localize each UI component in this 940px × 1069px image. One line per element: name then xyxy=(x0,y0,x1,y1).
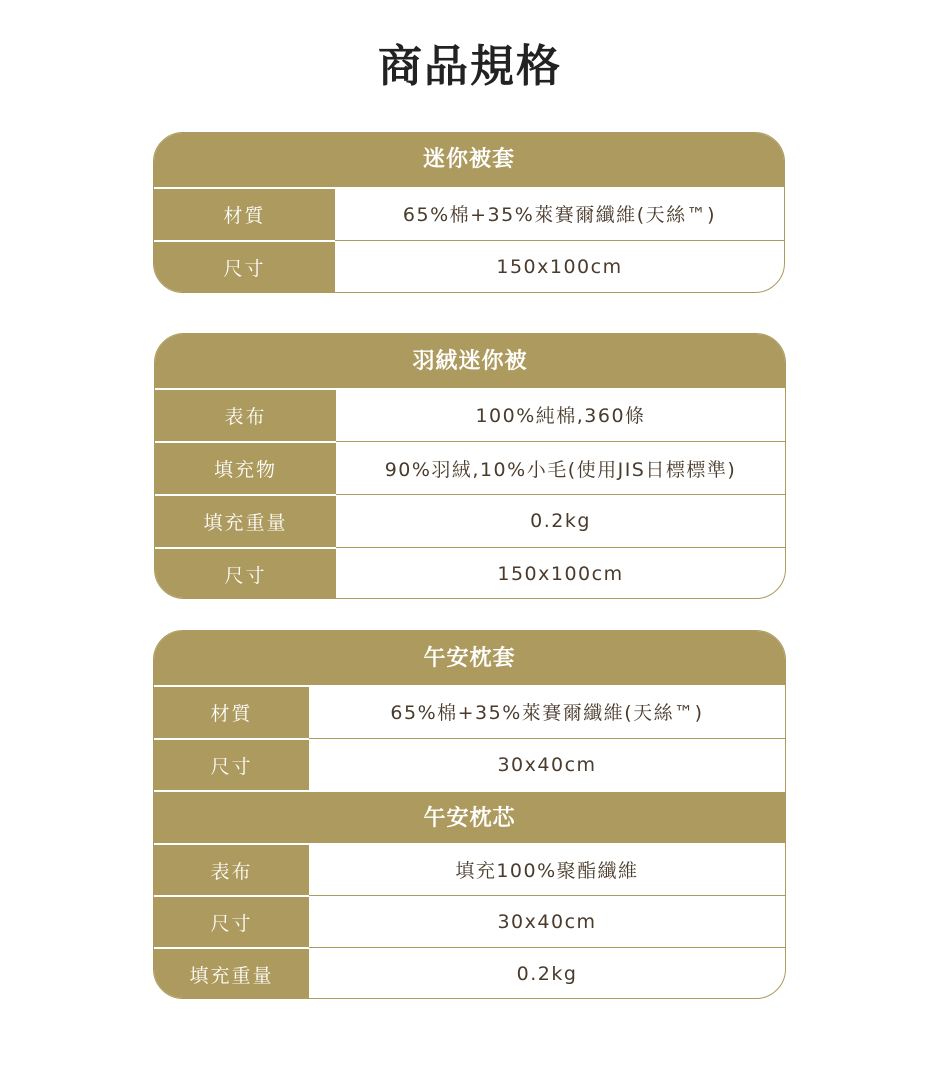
table-row xyxy=(155,441,785,494)
table-row xyxy=(155,388,785,441)
spec-table-mini-duvet-cover xyxy=(153,132,785,293)
row-label: 填充物 xyxy=(155,441,336,494)
table-subtitle: 午安枕芯 xyxy=(154,790,785,843)
row-value: 90%羽絨,10%小毛(使用JIS日標標準) xyxy=(336,441,785,494)
table-row xyxy=(154,947,785,999)
row-value: 65%棉+35%萊賽爾纖維(天絲™) xyxy=(390,702,704,724)
row-label: 材質 xyxy=(154,187,335,240)
row-label: 表布 xyxy=(155,388,336,441)
row-label: 填充重量 xyxy=(154,947,309,999)
row-label: 尺寸 xyxy=(154,738,309,790)
spec-table-mini-down-duvet xyxy=(154,333,786,599)
row-value: 150x100cm xyxy=(336,547,785,599)
row-label: 表布 xyxy=(154,843,309,895)
row-value: 填充100%聚酯纖維 xyxy=(455,859,639,882)
row-value: 150x100cm xyxy=(335,240,784,293)
row-label: 尺寸 xyxy=(154,895,309,947)
table-row xyxy=(155,494,785,547)
row-label: 填充重量 xyxy=(155,494,336,547)
table-row xyxy=(154,685,785,738)
row-label: 尺寸 xyxy=(155,547,336,599)
page-title: 商品規格 xyxy=(378,41,562,92)
table-title: 午安枕套 xyxy=(154,631,785,685)
row-label: 尺寸 xyxy=(154,240,335,293)
table-row xyxy=(154,738,785,790)
row-value: 30x40cm xyxy=(309,738,785,790)
table-row xyxy=(154,187,784,240)
table-row xyxy=(154,895,785,947)
row-value: 0.2kg xyxy=(309,947,785,999)
table-row xyxy=(155,547,785,599)
row-value: 65%棉+35%萊賽爾纖維(天絲™) xyxy=(402,204,717,226)
row-value: 30x40cm xyxy=(309,895,785,947)
spec-table-nap-pillow xyxy=(153,630,786,999)
table-title: 羽絨迷你被 xyxy=(155,334,785,388)
table-row xyxy=(154,240,784,293)
row-value: 0.2kg xyxy=(336,494,785,547)
row-value: 100%純棉,360條 xyxy=(475,405,646,427)
row-label: 材質 xyxy=(154,685,309,738)
table-title: 迷你被套 xyxy=(154,133,784,187)
table-row xyxy=(154,843,785,895)
